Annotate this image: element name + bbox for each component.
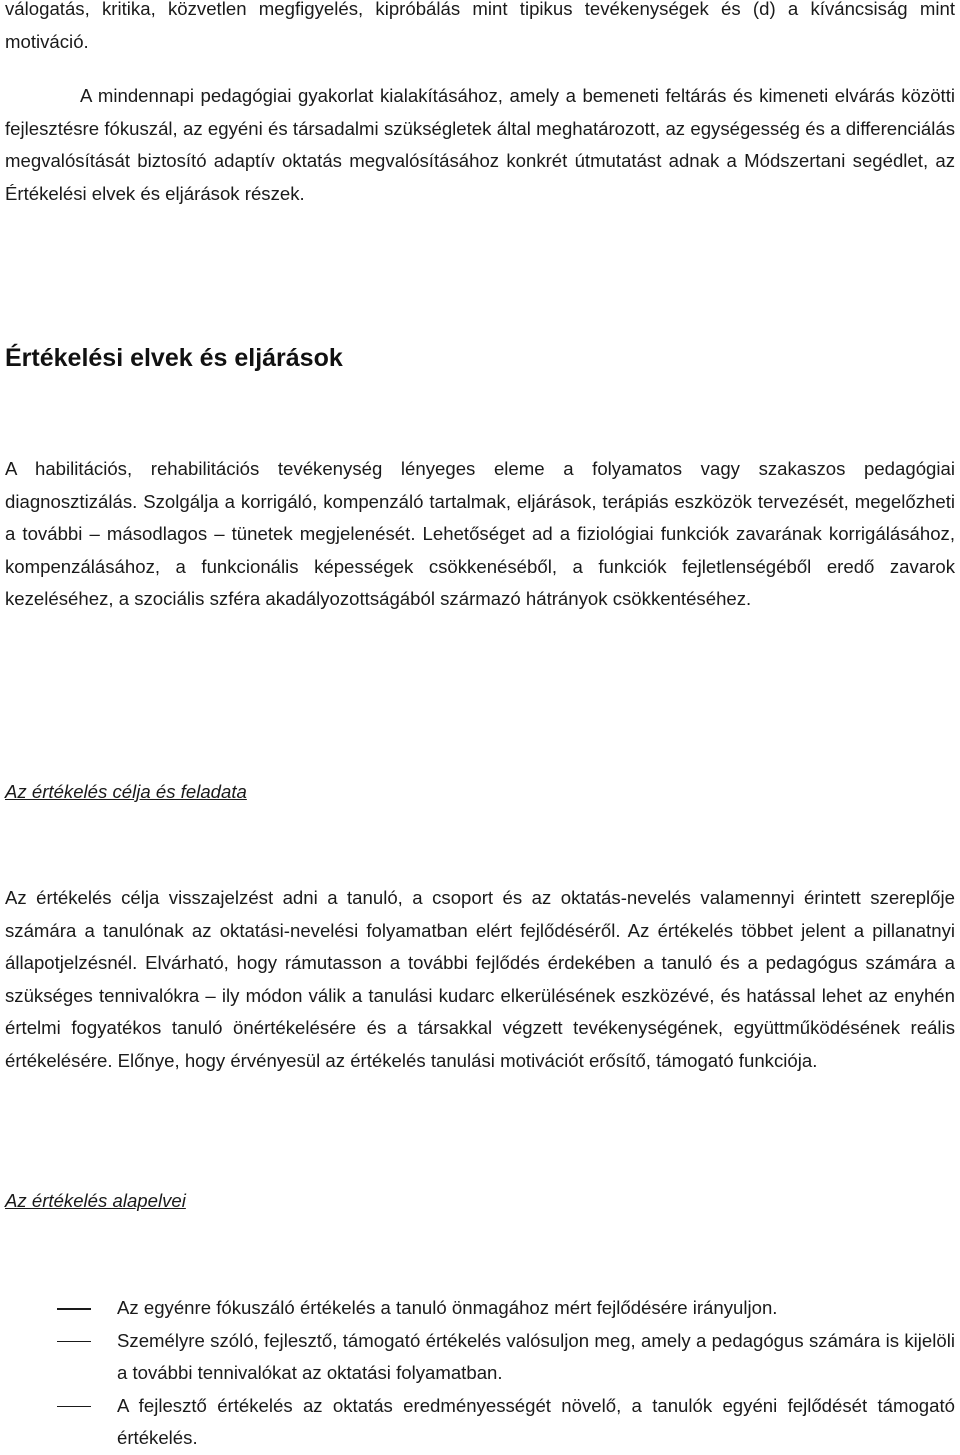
list-item-text: Az egyénre fókuszáló értékelés a tanuló önmagához mért fejlődésére irányuljon. bbox=[117, 1297, 778, 1318]
list-item-text: A fejlesztő értékelés az oktatás eredményességét növelő, a tanulók egyéni fejlődését támogató értékelés. bbox=[117, 1394, 955, 1449]
dash-bullet-icon bbox=[57, 1341, 91, 1343]
first-paragraph: válogatás, kritika, közvetlen megfigyelés, kipróbálás mint tipikus tevékenységek és (d) a kíváncsiság mint motiváció. bbox=[5, 0, 955, 52]
main-heading: Értékelési elvek és eljárások bbox=[5, 344, 343, 372]
dash-bullet-icon bbox=[57, 1406, 91, 1408]
goal-paragraph: Az értékelés célja visszajelzést adni a tanuló, a csoport és az oktatás-nevelés valamennyi érintett szereplője számára a tanulónak az oktatási-nevelési folyamatban elért fejlődéséről. Az értékelés többet jelent a pillanatnyi állapotjelzésnél. Elvárható, hogy rámutasson a további fejlődés érdekében a tanuló és a pedagógus számára a szükséges tennivalókra – ily módon válik a tanulási kudarc elkerülésének eszközévé, és hatással lehet az enyhén értelmi fogyatékos tanuló önértékelésére és a társakkal végzett tevékenységének, együttműködésének reális értékelésére. Előnye, hogy érvényesül az értékelés tanulási motivációt erősítő, támogató funkciója. bbox=[5, 887, 955, 1071]
habilitation-paragraph: A habilitációs, rehabilitációs tevékenység lényeges eleme a folyamatos vagy szakaszos pedagógiai diagnosztizálás. Szolgálja a korrigáló, kompenzáló tartalmak, eljárások, terápiás eszközök tervezését, megelőzheti a további – másodlagos – tünetek megjelenését. Lehetőséget ad a fiziológiai funkciók zavarának korrigálásához, kompenzálásához, a funkcionális képességek csökkenéséből, a funkciók fejletlenségéből eredő zavarok kezeléséhez, a szociális szféra akadályozottságából származó hátrányok csökkentéséhez. bbox=[5, 458, 955, 610]
list-item bbox=[5, 1325, 955, 1390]
section-principles-heading: Az értékelés alapelvei bbox=[5, 1190, 186, 1211]
section-goal-heading: Az értékelés célja és feladata bbox=[5, 781, 247, 802]
dash-bullet-icon bbox=[57, 1308, 91, 1310]
list-item bbox=[5, 1390, 955, 1455]
principles-list bbox=[5, 1292, 955, 1455]
list-item-text: Személyre szóló, fejlesztő, támogató értékelés valósuljon meg, amely a pedagógus számára is kijelöli a további tennivalókat az oktatási folyamatban. bbox=[117, 1329, 955, 1384]
list-item bbox=[5, 1292, 955, 1325]
intro-paragraph: A mindennapi pedagógiai gyakorlat kialakításához, amely a bemeneti feltárás és kimeneti elvárás közötti fejlesztésre fókuszál, az egyéni és társadalmi szükségletek által meghatározott, az egységesség és a differenciálás megvalósítását biztosító adaptív oktatás megvalósításához konkrét útmutatást adnak a Módszertani segédlet, az Értékelési elvek és eljárások részek. bbox=[5, 85, 955, 204]
